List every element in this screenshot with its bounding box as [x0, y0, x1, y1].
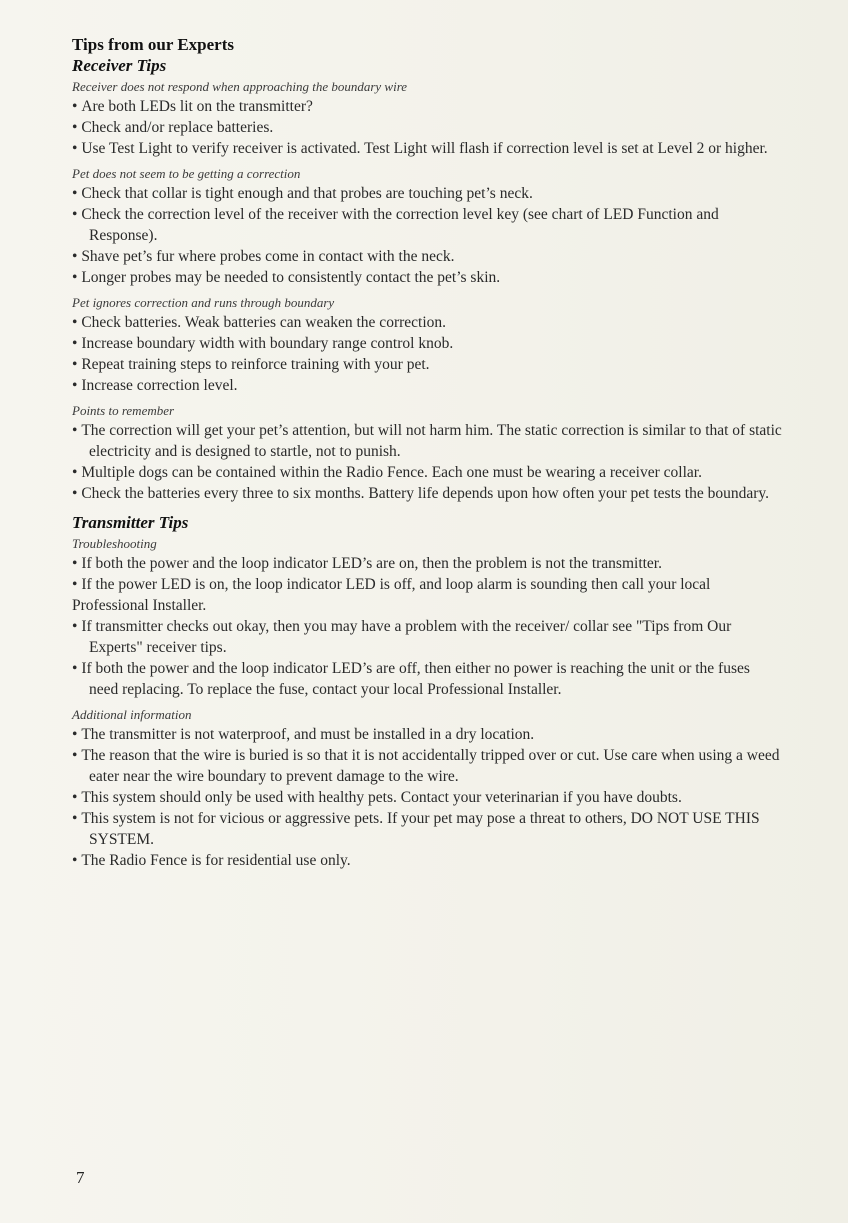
section-topic: Additional information: [72, 707, 192, 722]
list-item: • Longer probes may be needed to consistently contact the pet’s skin.: [72, 267, 782, 288]
list-item: • This system should only be used with healthy pets. Contact your veterinarian if you have doubts.: [72, 787, 782, 808]
list-item: • If both the power and the loop indicator LED’s are off, then either no power is reaching the unit or the fuses need replacing. To replace the fuse, contact your local Professional Installer.: [72, 658, 782, 700]
list-item: • This system is not for vicious or aggressive pets. If your pet may pose a threat to others, DO NOT USE THIS SYSTEM.: [72, 808, 782, 850]
list-item: • Check batteries. Weak batteries can weaken the correction.: [72, 312, 782, 333]
list-item: • If transmitter checks out okay, then you may have a problem with the receiver/ collar see "Tips from Our Experts" receiver tips.: [72, 616, 782, 658]
receiver-section: [72, 294, 782, 396]
list-item: • Increase boundary width with boundary range control knob.: [72, 333, 782, 354]
section-topic: Troubleshooting: [72, 536, 157, 551]
bullet-list: [72, 724, 782, 871]
section-topic: Receiver does not respond when approaching the boundary wire: [72, 79, 408, 94]
list-item: • The transmitter is not waterproof, and must be installed in a dry location.: [72, 724, 782, 745]
list-item: • The reason that the wire is buried is so that it is not accidentally tripped over or cut. Use care when using a weed eater near the wire boundary to prevent damage to the wire.: [72, 745, 782, 787]
list-item: • Check and/or replace batteries.: [72, 117, 782, 138]
receiver-section: [72, 165, 782, 288]
page-title: Tips from our Experts: [72, 35, 234, 54]
list-item: • If both the power and the loop indicator LED’s are on, then the problem is not the transmitter.: [72, 553, 782, 574]
bullet-list: [72, 96, 782, 159]
bullet-list: [72, 420, 782, 504]
transmitter-tips-heading: Transmitter Tips: [72, 513, 189, 532]
page-number: 7: [76, 1168, 85, 1187]
list-item: • Increase correction level.: [72, 375, 782, 396]
bullet-list: [72, 312, 782, 396]
list-item: • Use Test Light to verify receiver is activated. Test Light will flash if correction level is set at Level 2 or higher.: [72, 138, 782, 159]
list-item: • Repeat training steps to reinforce training with your pet.: [72, 354, 782, 375]
receiver-section: [72, 402, 782, 504]
section-topic: Pet ignores correction and runs through boundary: [72, 295, 335, 310]
section-topic: Pet does not seem to be getting a correction: [72, 166, 301, 181]
section-topic: Points to remember: [72, 403, 175, 418]
list-item: • Are both LEDs lit on the transmitter?: [72, 96, 782, 117]
list-item: • Shave pet’s fur where probes come in contact with the neck.: [72, 246, 782, 267]
receiver-section: [72, 78, 782, 159]
transmitter-section: [72, 535, 782, 700]
list-item: • Check the correction level of the receiver with the correction level key (see chart of LED Function and Response).: [72, 204, 782, 246]
bullet-list: [72, 553, 782, 700]
list-item: • The correction will get your pet’s attention, but will not harm him. The static correction is similar to that of static electricity and is designed to startle, not to punish.: [72, 420, 782, 462]
list-item: • Check the batteries every three to six months. Battery life depends upon how often your pet tests the boundary.: [72, 483, 782, 504]
bullet-list: [72, 183, 782, 288]
receiver-tips-heading: Receiver Tips: [72, 56, 167, 75]
transmitter-section: [72, 706, 782, 871]
list-item: • Multiple dogs can be contained within the Radio Fence. Each one must be wearing a receiver collar.: [72, 462, 782, 483]
list-item: • If the power LED is on, the loop indicator LED is off, and loop alarm is sounding then call your local Professional Installer.: [72, 574, 782, 616]
page-content: [72, 34, 782, 871]
list-item: • The Radio Fence is for residential use only.: [72, 850, 782, 871]
list-item: • Check that collar is tight enough and that probes are touching pet’s neck.: [72, 183, 782, 204]
